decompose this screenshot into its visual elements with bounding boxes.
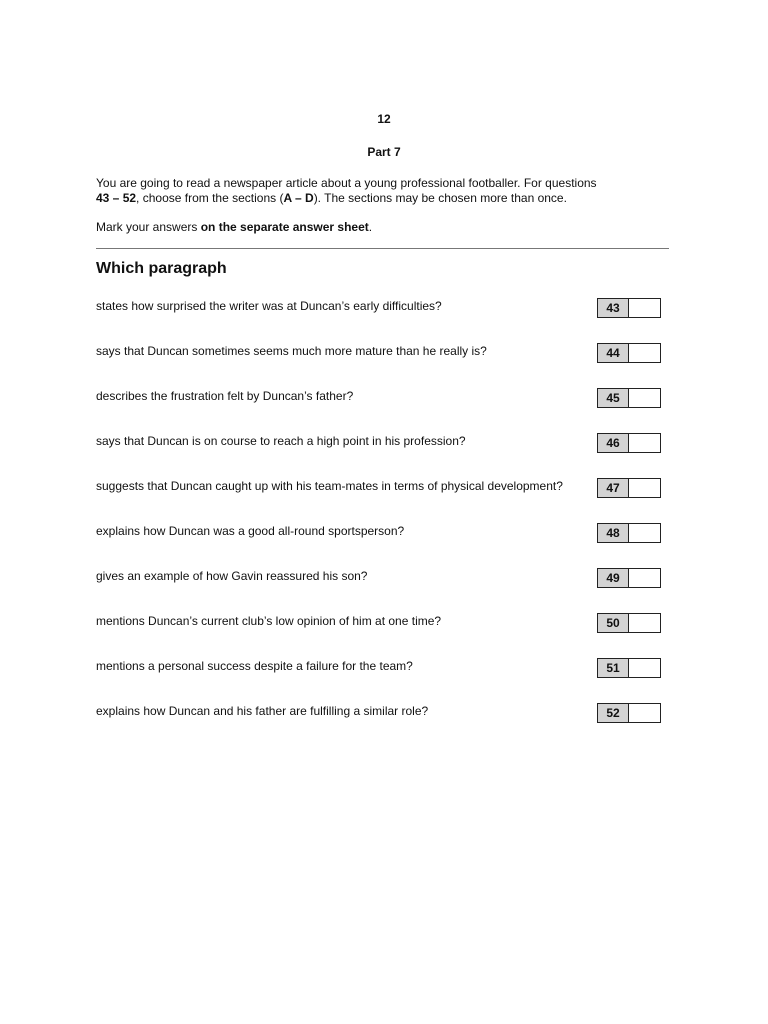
question-number: 50 xyxy=(598,614,629,632)
question-text: states how surprised the writer was at Duncan’s early difficulties? xyxy=(96,299,442,313)
question-list xyxy=(96,298,666,748)
answer-cell[interactable] xyxy=(629,344,660,362)
instructions xyxy=(96,176,676,206)
divider-line xyxy=(96,248,669,249)
question-text: explains how Duncan and his father are fulfilling a similar role? xyxy=(96,704,429,718)
answer-cell[interactable] xyxy=(629,479,660,497)
question-row xyxy=(96,433,666,478)
mark-answers-suffix: . xyxy=(368,220,373,234)
question-range: 43 – 52 xyxy=(96,191,137,205)
question-row xyxy=(96,658,666,703)
question-number: 47 xyxy=(598,479,629,497)
question-row xyxy=(96,568,666,613)
answer-box xyxy=(597,433,661,453)
question-row xyxy=(96,343,666,388)
question-text: suggests that Duncan caught up with his team-mates in terms of physical development? xyxy=(96,479,563,493)
question-number: 46 xyxy=(598,434,629,452)
question-text: says that Duncan is on course to reach a high point in his profession? xyxy=(96,434,466,448)
question-number: 48 xyxy=(598,524,629,542)
question-text: explains how Duncan was a good all-round sportsperson? xyxy=(96,524,405,538)
question-row xyxy=(96,523,666,568)
answer-cell[interactable] xyxy=(629,434,660,452)
question-row xyxy=(96,613,666,658)
question-text: says that Duncan sometimes seems much more mature than he really is? xyxy=(96,344,487,358)
answer-box xyxy=(597,478,661,498)
answer-cell[interactable] xyxy=(629,524,660,542)
question-row xyxy=(96,298,666,343)
answer-box xyxy=(597,388,661,408)
mark-answers-prefix: Mark your answers xyxy=(96,220,201,234)
question-number: 43 xyxy=(598,299,629,317)
question-number: 49 xyxy=(598,569,629,587)
answer-cell[interactable] xyxy=(629,614,660,632)
question-number: 52 xyxy=(598,704,629,722)
question-row xyxy=(96,388,666,433)
answer-box xyxy=(597,523,661,543)
answer-box xyxy=(597,658,661,678)
answer-cell[interactable] xyxy=(629,389,660,407)
question-number: 44 xyxy=(598,344,629,362)
answer-box xyxy=(597,343,661,363)
instructions-line-2 xyxy=(96,191,676,206)
answer-box xyxy=(597,613,661,633)
instructions-line-1: You are going to read a newspaper article about a young professional footballer. For questions xyxy=(96,176,597,190)
question-text: gives an example of how Gavin reassured his son? xyxy=(96,569,368,583)
part-title: Part 7 xyxy=(367,145,401,159)
question-text: describes the frustration felt by Duncan’s father? xyxy=(96,389,354,403)
answer-cell[interactable] xyxy=(629,704,660,722)
question-text: mentions Duncan’s current club’s low opinion of him at one time? xyxy=(96,614,442,628)
question-number: 51 xyxy=(598,659,629,677)
page-number: 12 xyxy=(377,112,391,126)
question-row xyxy=(96,478,666,523)
answer-cell[interactable] xyxy=(629,659,660,677)
mark-answers-bold: on the separate answer sheet xyxy=(200,220,369,234)
answer-box xyxy=(597,298,661,318)
question-number: 45 xyxy=(598,389,629,407)
section-range: A – D xyxy=(283,191,314,205)
question-row xyxy=(96,703,666,748)
mark-answers-instruction xyxy=(96,220,372,235)
instructions-text-b: ). The sections may be chosen more than once. xyxy=(313,191,567,205)
instructions-text-a: , choose from the sections ( xyxy=(136,191,284,205)
answer-box xyxy=(597,703,661,723)
answer-box xyxy=(597,568,661,588)
answer-cell[interactable] xyxy=(629,299,660,317)
section-heading: Which paragraph xyxy=(96,260,227,277)
question-text: mentions a personal success despite a failure for the team? xyxy=(96,659,413,673)
answer-cell[interactable] xyxy=(629,569,660,587)
